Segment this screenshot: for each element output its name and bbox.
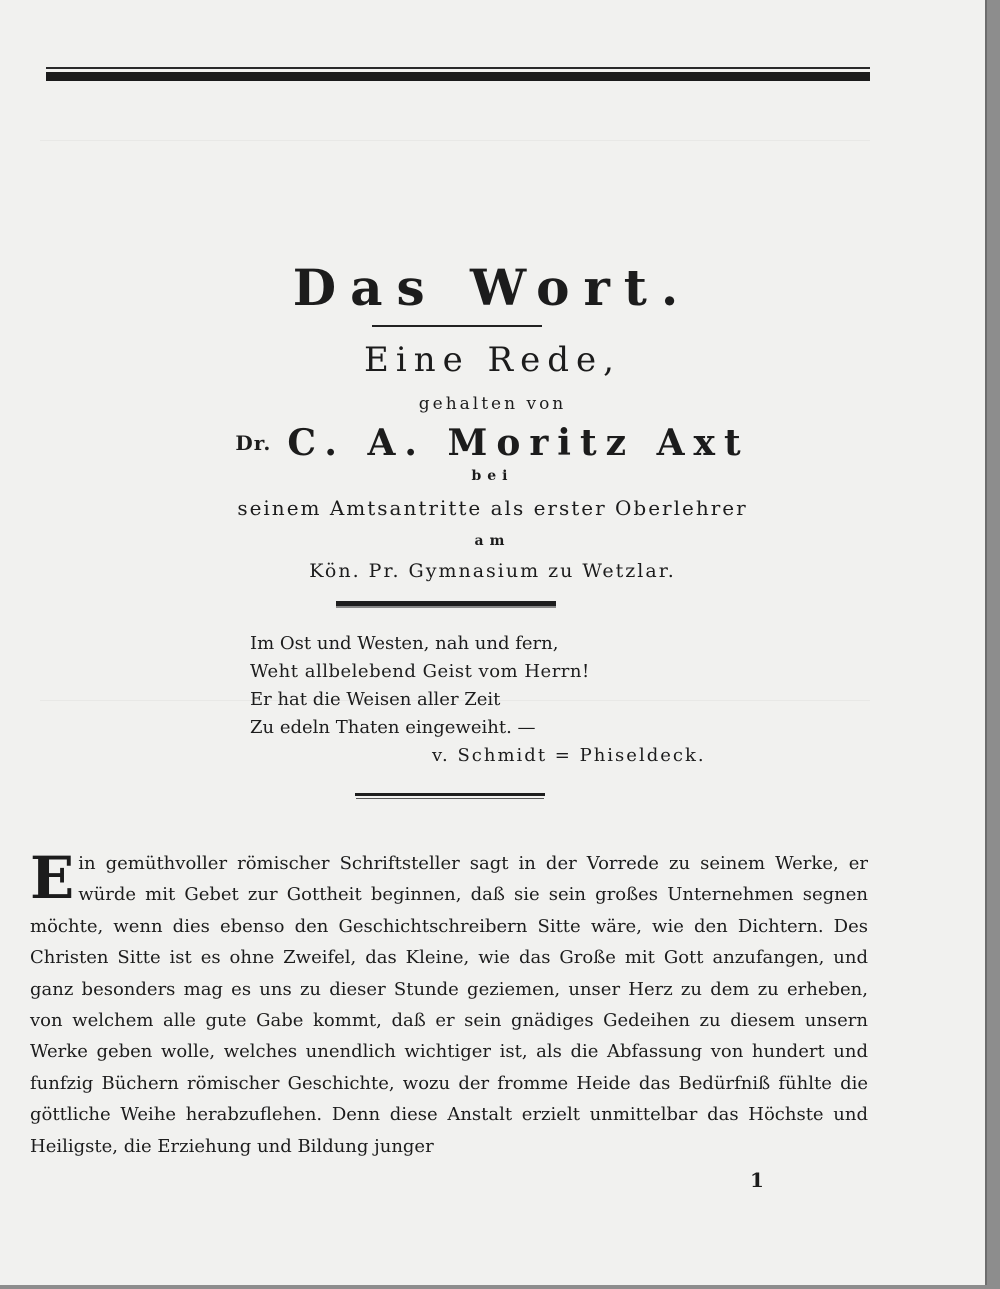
institution-line: Kön. Pr. Gymnasium zu Wetzlar. [309,560,676,582]
page-title: Das Wort. [292,258,693,317]
bei-line: bei [471,468,514,484]
author-prefix: Dr. [235,431,272,455]
bleed-through-line [40,140,870,141]
section-rule [336,601,556,608]
page-number: 1 [750,1168,764,1192]
subtitle: Eine Rede, [364,340,621,380]
poem-line: Weht allbelebend Geist vom Herrn! [250,661,590,682]
author-name: C. A. Moritz Axt [287,422,750,464]
poem-author: v. Schmidt = Phiseldeck. [432,745,706,766]
poem-line: Zu edeln Thaten eingeweiht. — [250,717,536,738]
drop-cap: E [30,844,75,912]
header-rule [46,72,870,81]
section-rule [355,793,545,796]
occasion-line: seinem Amtsantritte als erster Oberlehrer [237,496,748,520]
body-text: in gemüthvoller römischer Schriftsteller sagt in der Vorrede zu seinem Werke, er würde mit Gebet zur Gottheit beginnen, daß sie sein großes Unternehmen segnen möchte, wenn dies ebenso den Geschichtschreibern Sitte wäre, wie den Dichtern. Des Christen Sitte ist es ohne Zweifel, das Kleine, wie das Große mit Gott anzufangen, und ganz besonders mag es uns zu dieser Stunde geziemen, unser Herz zu dem zu erheben, von welchem alle gute Gabe kommt, daß er sein gnädiges Gedeihen zu diesem unsern Werke geben wolle, welches unendlich wichtiger ist, als die Abfassung von hundert und funfzig Büchern römischer Geschichte, wozu der fromme Heide das Bedürfniß fühlte die göttliche Weihe herabzuflehen. Denn diese Anstalt erzielt unmittelbar das Höchste und Heiligste, die Erziehung und Bildung junger [30,853,868,1157]
gehalten-line: gehalten von [418,394,567,414]
title-rule [372,325,542,327]
author-line [0,422,985,464]
body-paragraph [30,844,868,1162]
epigraph-poem [250,630,730,742]
am-line: am [474,533,511,549]
poem-line: Er hat die Weisen aller Zeit [250,689,501,710]
poem-line: Im Ost und Westen, nah und fern, [250,633,559,654]
